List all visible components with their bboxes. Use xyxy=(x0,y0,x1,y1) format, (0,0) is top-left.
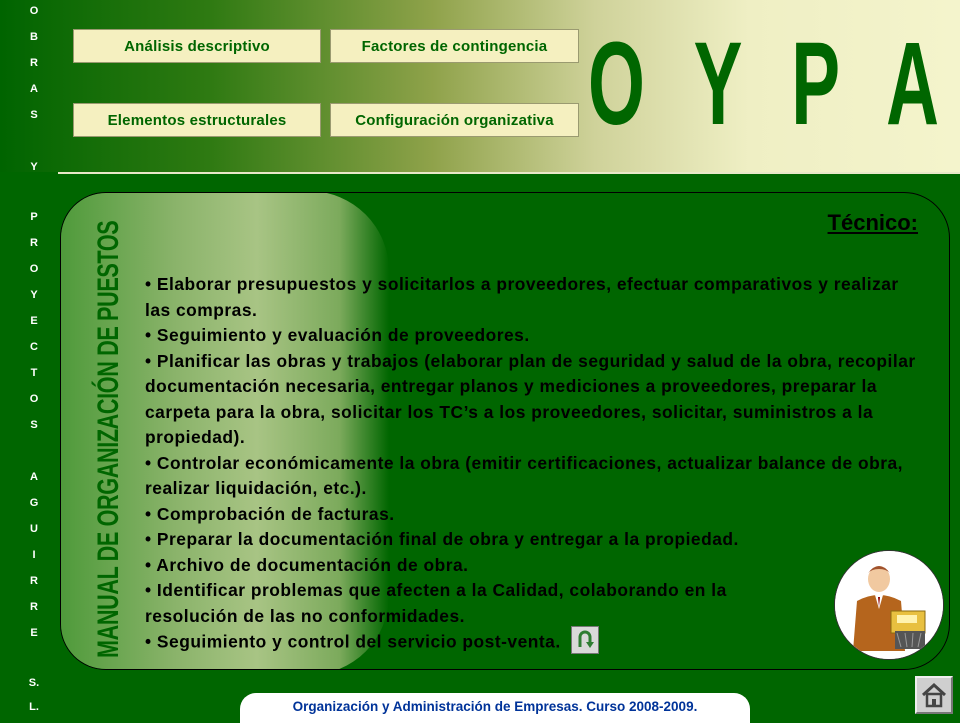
strip-letter: S xyxy=(30,419,38,431)
office-worker-illustration xyxy=(834,550,944,660)
strip-letter: O xyxy=(29,393,39,405)
strip-letter: B xyxy=(30,31,38,43)
strip-letter: O xyxy=(29,263,39,275)
role-title: Técnico: xyxy=(827,210,918,235)
strip-letter: U xyxy=(30,523,38,535)
strip-letter: R xyxy=(30,601,38,613)
u-turn-back-icon[interactable] xyxy=(571,626,599,654)
brand-logo-text: O Y P A xyxy=(588,18,954,150)
header-divider xyxy=(58,172,960,174)
list-item: • Elaborar presupuestos y solicitarlos a proveedores, efectuar comparativos y realizar las compras. xyxy=(145,274,899,320)
home-icon[interactable] xyxy=(915,676,953,714)
nav-button-analisis-descriptivo[interactable]: Análisis descriptivo xyxy=(73,29,321,63)
list-item: • Controlar económicamente la obra (emitir certificaciones, actualizar balance de obra, realizar liquidación, etc.). xyxy=(145,452,904,498)
strip-letter: I xyxy=(32,549,36,561)
strip-letter: R xyxy=(30,575,38,587)
list-item: • Comprobación de facturas. xyxy=(145,503,395,524)
strip-letter: A xyxy=(30,471,38,483)
strip-letter: E xyxy=(30,315,38,327)
strip-letter: R xyxy=(30,237,38,249)
list-item: • Planificar las obras y trabajos (elaborar plan de seguridad y salud de la obra, recopilar documentación necesaria, entregar planos y mediciones a proveedores, preparar la carpeta para la obra, solicitar los TC’s a los proveedores, solicitar, suministros a la propiedad). xyxy=(145,350,916,447)
nav-button-configuracion-organizativa[interactable]: Configuración organizativa xyxy=(330,103,579,137)
list-item: • Seguimiento y evaluación de proveedores. xyxy=(145,325,530,345)
strip-letter: O xyxy=(29,5,39,17)
manual-title-text: MANUAL DE ORGANIZACIÓN DE PUESTOS xyxy=(92,220,125,658)
strip-letter: A xyxy=(30,83,38,95)
strip-letter: L. xyxy=(29,701,39,713)
nav-button-elementos-estructurales[interactable]: Elementos estructurales xyxy=(73,103,321,137)
strip-letter: E xyxy=(30,627,38,639)
list-item: • Preparar la documentación final de obra y entregar a la propiedad. xyxy=(145,529,739,549)
manual-vertical-title xyxy=(92,188,142,658)
nav-button-factores-de-contingencia[interactable]: Factores de contingencia xyxy=(330,29,579,63)
strip-letter: R xyxy=(30,57,38,69)
strip-letter: C xyxy=(30,341,38,353)
duties-list xyxy=(145,272,925,657)
list-item: • Archivo de documentación de obra. xyxy=(145,554,469,575)
list-item: • Identificar problemas que afecten a la Calidad, colaborando en la resolución de las no conformidades. xyxy=(145,580,727,626)
strip-letter: T xyxy=(30,367,38,379)
list-item: • Seguimiento y control del servicio post-venta. xyxy=(145,631,561,652)
strip-letter: Y xyxy=(30,289,38,301)
strip-letter: S. xyxy=(28,677,40,689)
strip-letter: G xyxy=(29,497,39,509)
strip-letter: S xyxy=(30,109,38,121)
strip-letter: P xyxy=(30,211,38,223)
list-item-with-back xyxy=(145,629,925,657)
footer-caption: Organización y Administración de Empresas. Curso 2008-2009. xyxy=(240,693,750,723)
strip-letter: Y xyxy=(30,161,38,173)
